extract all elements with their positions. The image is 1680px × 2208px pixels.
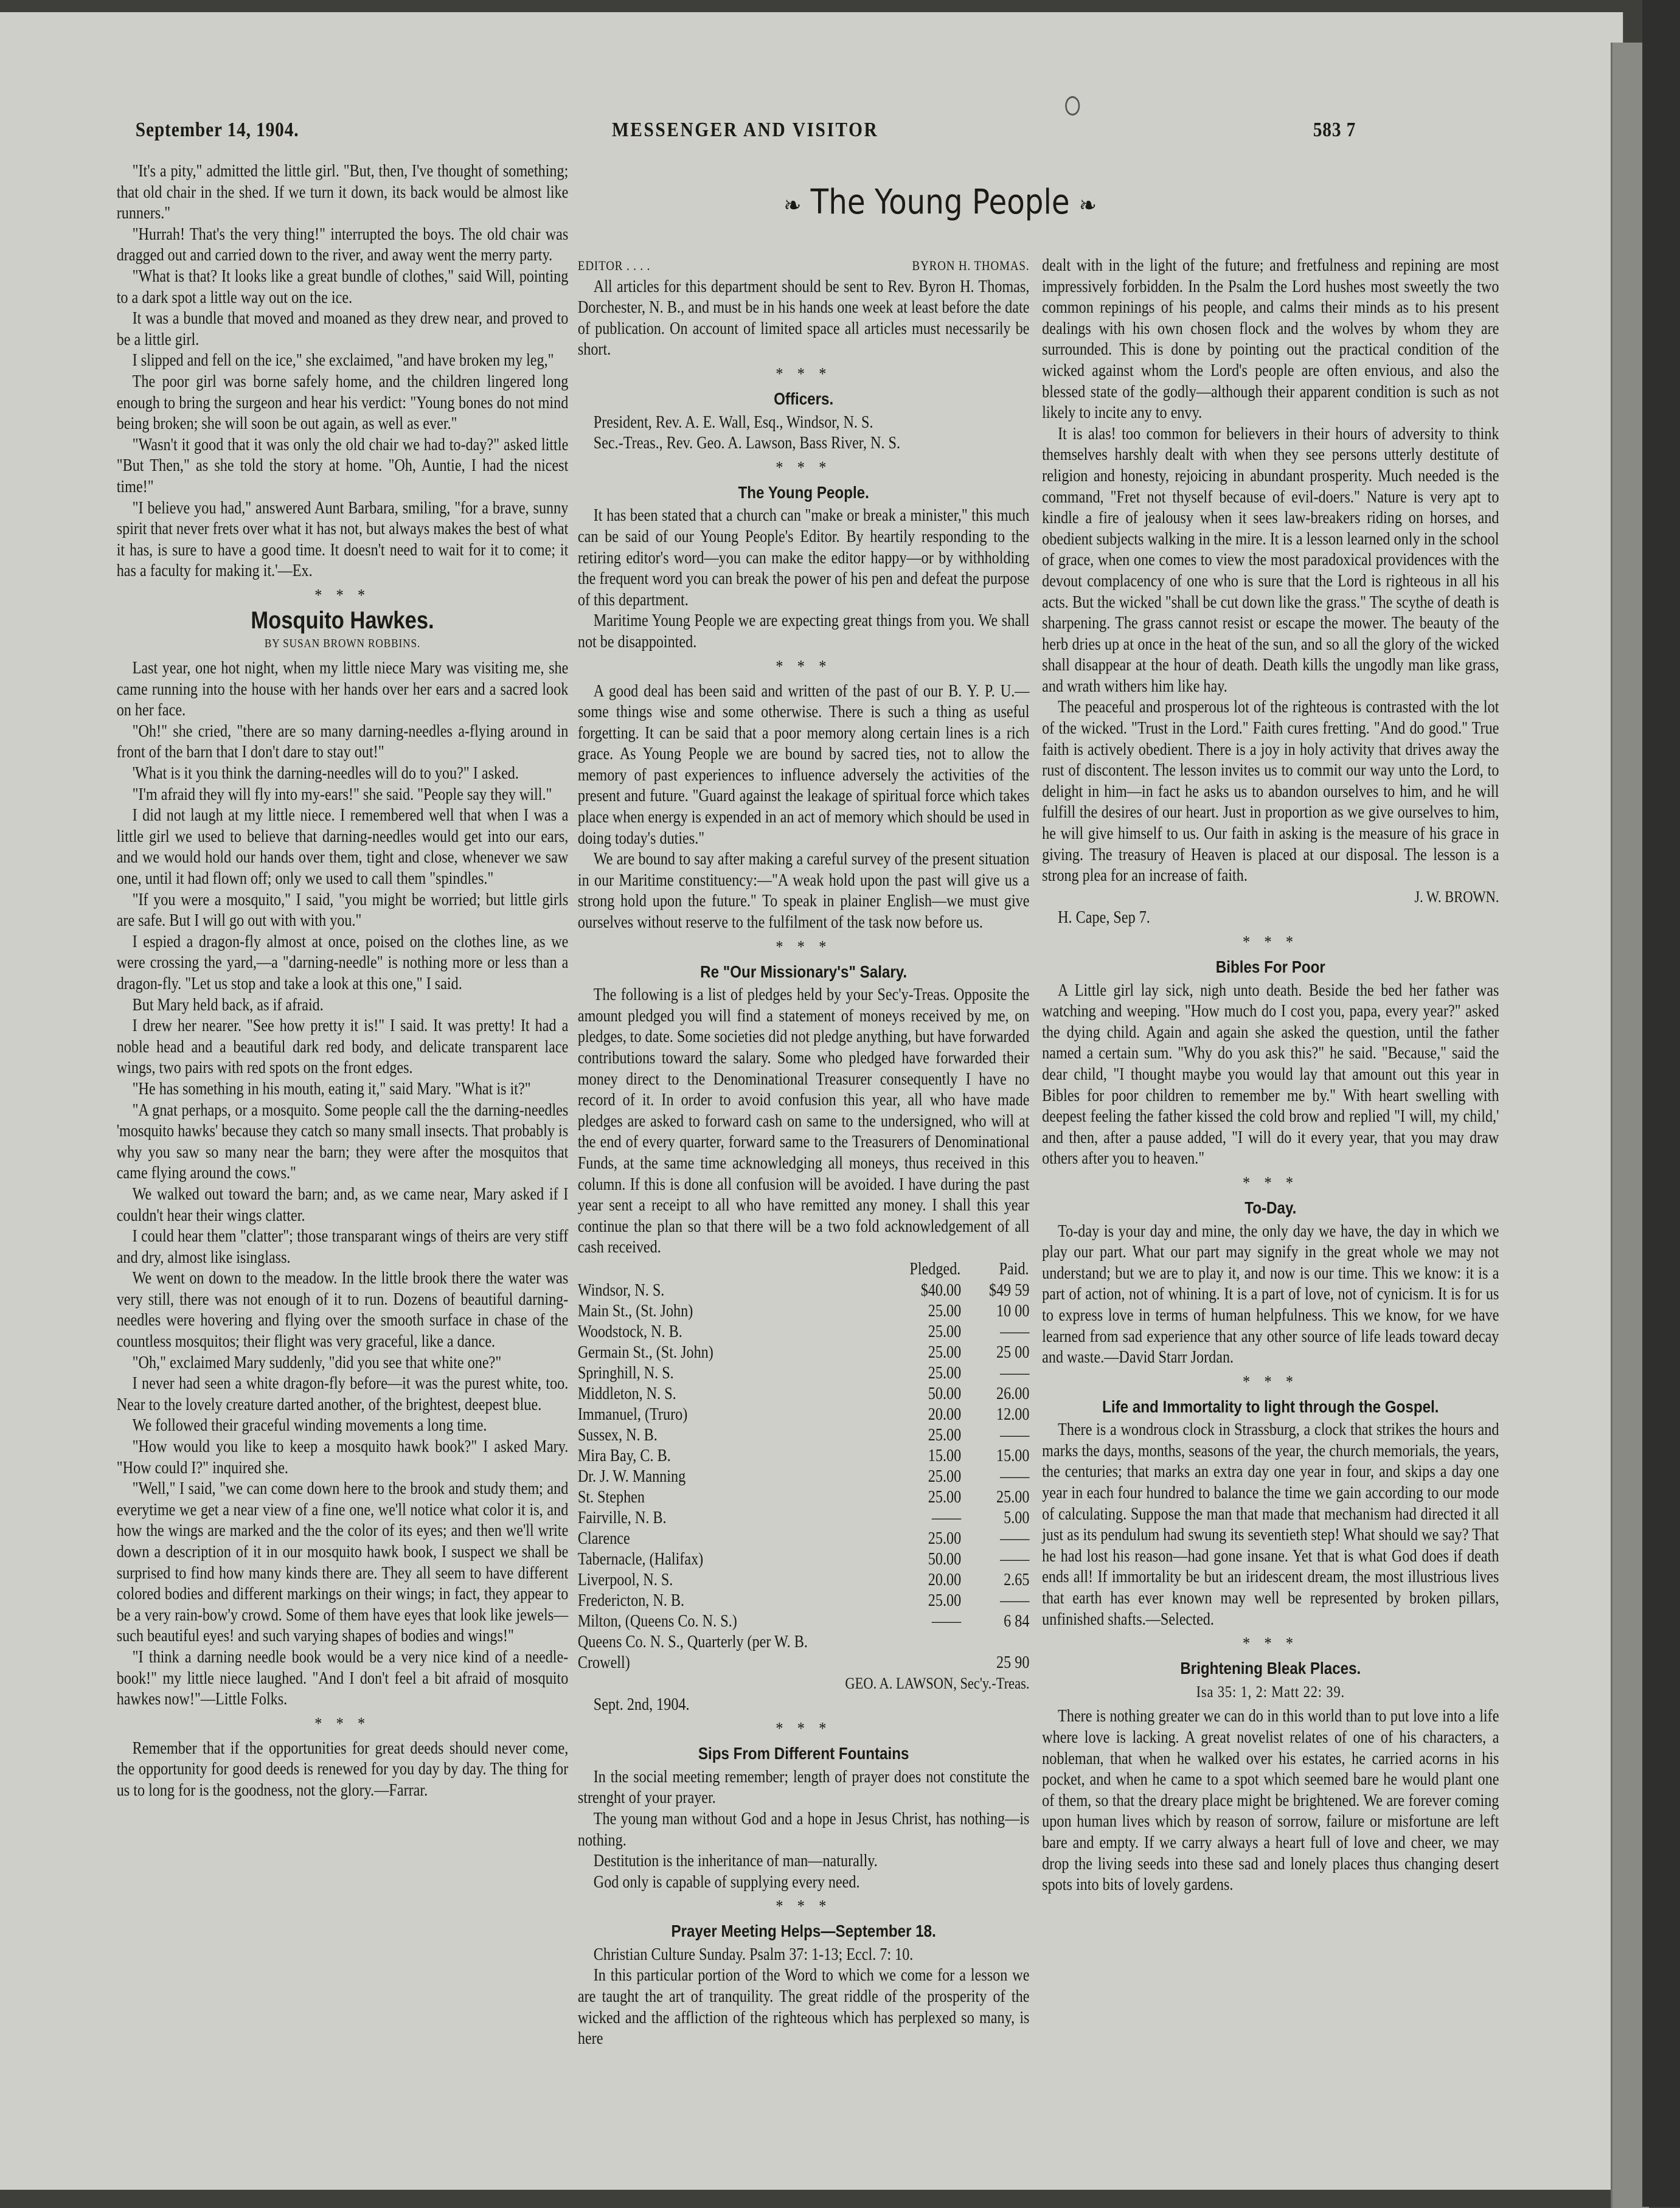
section-separator: * * *: [776, 657, 831, 676]
scan-edge: [1642, 0, 1680, 2207]
paragraph: 'What is it you think the darning-needles will do to you?" I asked.: [132, 764, 519, 783]
column-right: [1042, 255, 1499, 1896]
paid-amount: ——: [1000, 1322, 1030, 1341]
pledged-amount: ——: [931, 1611, 962, 1631]
paragraph: Destitution is the inheritance of man—naturally.: [593, 1852, 878, 1871]
paid-amount: 15.00: [996, 1446, 1030, 1465]
paid-amount: 5.00: [1004, 1508, 1030, 1527]
paragraph: "How would you like to keep a mosquito hawk book?" I asked Mary. "How could I?" inquired she.: [116, 1437, 569, 1477]
paid-amount: 10 00: [996, 1301, 1030, 1321]
table-row: [578, 1280, 1030, 1301]
column-header: Paid.: [999, 1259, 1029, 1279]
paragraph: Last year, one hot night, when my little niece Mary was visiting me, she came running into the house with her hands over her ears and a sacred look on her face.: [116, 659, 569, 720]
table-row: [578, 1653, 1030, 1673]
pledged-amount: 50.00: [928, 1384, 962, 1403]
paid-amount: ——: [1000, 1549, 1030, 1569]
paragraph: There is nothing greater we can do in this world than to put love into a life where love is lacking. A great novelist relates of one of his characters, a nobleman, that when he walked over his estates, he carried acorns in his pocket, and when he came to a spot which seemed bare he would plant one of them, so that the dreary place might be brightened. We are forever coming upon human lives which by reason of sorrow, failure or misfortune are left bare and empty. If we carry always a heart full of love and cheer, we may drop the living seeds into these sad and lonely places thus changing desert spots into bits of lovely gardens.: [1042, 1707, 1499, 1895]
society-name: Mira Bay, C. B.: [577, 1446, 671, 1465]
paragraph: I never had seen a white dragon-fly before—it was the purest white, too. Near to the lovely creature darted another, of the brightest, deepest blue.: [116, 1374, 569, 1414]
paragraph: We followed their graceful winding movements a long time.: [132, 1416, 487, 1436]
society-name: Queens Co. N. S., Quarterly (per W. B.: [577, 1632, 808, 1651]
paragraph: "Wasn't it good that it was only the old chair we had to-day?" asked little "But Then," as she told the story at home. "Oh, Auntie, I had the nicest time!": [116, 435, 569, 496]
section-heading: Bibles For Poor: [1215, 957, 1325, 976]
paragraph: A Little girl lay sick, nigh unto death. Beside the bed her father was watching and weeping. "How much do I cost you, papa, every year?" asked the dying child. Again and again she asked the question, until the father named a certain sum. "Why do you ask this?" he said. "Because," said the dear child, "I thought maybe you would lay that amount out this year in Bibles for poor children to remember me by." With heart swelling with deepest feeling the father kissed the cold brow and replied "I will, my child,' and then, after a pause added, "I will do it every year, that you may draw others after you to heaven.": [1042, 981, 1499, 1168]
paragraph: I espied a dragon-fly almost at once, poised on the clothes line, as we were crossing the yard,—a "darning-needle" is nothing more or less than a dragon-fly. "Let us stop and take a look at this one," I said.: [116, 932, 569, 993]
scripture-reference: Isa 35: 1, 2: Matt 22: 39.: [1196, 1682, 1345, 1701]
paragraph: "Oh!" she cried, "there are so many darning-needles a-flying around in front of the barn that I don't dare to stay out!": [116, 721, 569, 762]
paid-amount: $49 59: [988, 1280, 1030, 1300]
paragraph: Christian Culture Sunday. Psalm 37: 1-13; Eccl. 7: 10.: [593, 1945, 914, 1964]
masthead-title: MESSENGER AND VISITOR: [611, 119, 879, 141]
section-separator: * * *: [1243, 933, 1299, 952]
society-name: Fairville, N. B.: [577, 1508, 667, 1527]
section-heading: The Young People.: [738, 482, 869, 502]
table-row: [578, 1446, 1030, 1467]
section-separator: * * *: [1243, 1634, 1299, 1654]
pledged-amount: 25.00: [928, 1342, 962, 1362]
paragraph: "I'm afraid they will fly into my-ears!" she said. "People say they will.": [132, 785, 552, 804]
section-heading: Re "Our Missionary's" Salary.: [700, 962, 908, 981]
story-title: Mosquito Hawkes.: [251, 606, 434, 634]
society-name: St. Stephen: [577, 1487, 645, 1507]
paragraph: I slipped and fell on the ice," she exclaimed, "and have broken my leg,": [132, 351, 554, 370]
section-separator: * * *: [1243, 1372, 1299, 1392]
pledged-amount: 20.00: [928, 1404, 962, 1424]
pledged-amount: 25.00: [928, 1487, 962, 1507]
fleuron-icon: ❧: [783, 192, 802, 220]
paragraph: All articles for this department should be sent to Rev. Byron H. Thomas, Dorchester, N. B., and must be in his hands one week at least before the date of publication. On account of limited space all articles must necessarily be short.: [577, 277, 1030, 359]
paragraph: We walked out toward the barn; and, as we came near, Mary asked if I couldn't hear their wings clatter.: [116, 1184, 569, 1225]
pledged-amount: 25.00: [928, 1591, 962, 1610]
paid-amount: ——: [1000, 1467, 1030, 1486]
paid-amount: 26.00: [996, 1384, 1030, 1403]
paragraph: It has been stated that a church can "make or break a minister," this much can be said of our Young People's Editor. By heartily responding to the retiring editor's word—you can make the editor happy—or by withholding the frequent word you can break the power of his pen and defeat the purpose of this department.: [577, 506, 1030, 609]
society-name: Springhill, N. S.: [577, 1363, 674, 1383]
pledged-amount: 25.00: [928, 1467, 962, 1486]
section-separator: * * *: [776, 364, 831, 384]
pledged-amount: 20.00: [928, 1570, 962, 1589]
table-row: [578, 1384, 1030, 1404]
pledged-amount: 15.00: [928, 1446, 962, 1465]
officer-line: President, Rev. A. E. Wall, Esq., Windsor, N. S.: [593, 412, 873, 432]
paragraph: To-day is your day and mine, the only day we have, the day in which we play our part. What our part may signify in the great whole we may not understand; but we are to play it, and now is our time. This we know: it is a part of action, not of whining. It is a part of love, not of cynicism. It is for us to express love in terms of human helpfulness. This we know, for we have learned from sad experience that any other source of life leads toward decay and waste.—David Starr Jordan.: [1042, 1221, 1499, 1367]
page-date: September 14, 1904.: [135, 119, 299, 141]
paid-amount: [961, 1632, 1029, 1653]
paragraph: "He has something in his mouth, eating it," said Mary. "What is it?": [132, 1079, 531, 1099]
table-row: [578, 1363, 1030, 1384]
pledged-amount: 25.00: [928, 1301, 962, 1321]
section-heading: Officers.: [774, 389, 834, 408]
society-name: Sussex, N. B.: [577, 1425, 658, 1445]
society-name: Milton, (Queens Co. N. S.): [577, 1611, 737, 1631]
officer-line: Sec.-Treas., Rev. Geo. A. Lawson, Bass River, N. S.: [593, 434, 901, 453]
paragraph: The poor girl was borne safely home, and the children lingered long enough to bring the surgeon and hear his verdict: "Young bones do not mind being broken; she will soon be out again, as well as ever.": [116, 372, 569, 434]
section-heading: Sips From Different Fountains: [698, 1744, 909, 1763]
society-name: Crowell): [577, 1653, 630, 1672]
column-middle: [578, 255, 1030, 2050]
paragraph: "It's a pity," admitted the little girl. "But, then, I've thought of something; that old chair in the shed. If we turn it down, its back would be almost like runners.": [116, 162, 569, 223]
paragraph: We went on down to the meadow. In the little brook there the water was very still, there was not enough of it to run. Dozens of beautiful darning-needles were hovering and flying over the smooth surface in chase of the countless mosquitos; their flight was very graceful, like a dance.: [116, 1269, 569, 1352]
section-separator: * * *: [776, 1897, 831, 1917]
section-heading: Life and Immortality to light through the Gospel.: [1102, 1397, 1439, 1416]
society-name: Fredericton, N. B.: [577, 1591, 685, 1610]
table-header-row: [578, 1258, 1030, 1280]
editor-label: EDITOR . . . .: [577, 258, 651, 273]
table-row: [578, 1570, 1030, 1591]
society-name: Immanuel, (Truro): [577, 1404, 688, 1424]
table-row: [578, 1425, 1030, 1446]
table-row: [578, 1487, 1030, 1508]
story-byline: BY SUSAN BROWN ROBBINS.: [264, 637, 421, 651]
pledged-amount: 25.00: [928, 1363, 962, 1383]
society-name: Tabernacle, (Halifax): [577, 1549, 704, 1569]
editor-name: BYRON H. THOMAS.: [912, 258, 1030, 273]
paragraph: The peaceful and prosperous lot of the righteous is contrasted with the lot of the wicked. "Trust in the Lord." Faith cures fretting. "And do good." True faith is actively obedient. There is a joy in holy activity that drives away the rust of discontent. The lesson invites us to commit our way unto the Lord, to delight in him—in fact he asks us to abandon ourselves to him, and he will fulfill the desires of our heart. Just in proportion as we give ourselves to him, he will give himself to us. Our faith in asking is the measure of his grace in giving. The treasury of Heaven is placed at our disposal. The lesson is a strong plea for an increase of faith.: [1042, 698, 1499, 886]
paragraph: But Mary held back, as if afraid.: [132, 995, 324, 1015]
table-row: [578, 1301, 1030, 1322]
table-row: [578, 1611, 1030, 1632]
pledged-amount: $40.00: [920, 1280, 962, 1300]
section-heading: To-Day.: [1244, 1198, 1297, 1217]
paragraph: "If you were a mosquito," I said, "you might be worried; but little girls are safe. But I will go out with with you.": [116, 890, 569, 931]
fleuron-icon: ❧: [1079, 192, 1097, 220]
pledged-amount: 50.00: [928, 1549, 962, 1569]
paragraph: "I think a darning needle book would be a very nice kind of a needle-book!" my little niece laughed. "And I don't feel a bit afraid of mosquito hawkes now!"—Little Folks.: [116, 1647, 569, 1709]
section-separator: * * *: [1243, 1173, 1299, 1193]
pledged-amount: [893, 1632, 961, 1653]
dateline: H. Cape, Sep 7.: [1058, 908, 1150, 928]
society-name: Middleton, N. S.: [577, 1384, 676, 1403]
paragraph: "Well," I said, "we can come down here to the brook and study them; and everytime we get a near view of a fine one, we'll notice what color it is, and how the wings are marked and the the color of its eyes; and then we'll write down a description of it in our mosquito hawk book, I suspect we shall be surprised to find how many kinds there are. They all seem to have different colored bodies and different markings on their wings; in fact, they appear to be a very rain-bow'y crowd. Some of them have eyes that look like jewels—such beautiful eyes! and such varying shapes of bodies and wings!": [116, 1479, 569, 1646]
section-separator: * * *: [776, 458, 831, 477]
newspaper-page: [0, 12, 1623, 2190]
paragraph: We are bound to say after making a careful survey of the present situation in our Maritime constituency:—"A weak hold upon the past will give us a strong hold upon the future." To speak in plainer English—we must give ourselves without reserve to the fulfilment of the task now before us.: [577, 850, 1030, 932]
paragraph: It is alas! too common for believers in their hours of adversity to think themselves harshly dealt with when they see persons utterly destitute of religion and honesty, rejoicing in abundant prosperity. Much needed is the command, "Fret not thyself because of evil-doers." Nature is very apt to kindle a fire of jealousy when it sees law-breakers riding on horses, and obedient subjects walking in the mire. It is a lesson learned only in the school of grace, when one comes to view the most paradoxical providences with the devout complacency of one who is sure that the Lord is righteous in all his acts. But the wicked "shall be cut down like the grass." The scythe of death is sharpening. The grass cannot resist or escape the mower. The beauty of the herb dries up at once in the heat of the sun, and so all the glory of the wicked shall disappear at the hour of death. Death kills the ungodly man like grass, and wrath withers him like hay.: [1042, 424, 1499, 696]
paragraph: A good deal has been said and written of the past of our B. Y. P. U.—some things wise and some otherwise. There is such a thing as useful forgetting. It can be said that a poor memory along certain lines is a rich grace. As Young People we are bound by sacred ties, not to allow the memory of past experiences to influence adversely the activities of the present and future. "Guard against the leakage of spiritual force which takes place when energy is expended in an act of memory which should be used in doing today's duties.": [577, 681, 1030, 848]
society-name: Germain St., (St. John): [577, 1342, 713, 1362]
paragraph: The following is a list of pledges held by your Sec'y-Treas. Opposite the amount pledged you will find a statement of moneys received by me, on pledges, to date. Some societies did not pledge anything, but have forwarded contributions toward the salary. Some who pledged have forwarded their money direct to the Denominational Treasurer consequently I have no record of it. In order to avoid confusion this year, all who have made pledges are asked to forward cash on same to the undersigned, who will at the end of every quarter, forward same to the Treasurers of Denominational Funds, at the same time acknowledging all moneys, thus received in this column. If this is done all confusion will be avoided. I have during the past year sent a receipt to all who have remitted any money. I shall this year continue the plan so that there will be a two fold acknowledgement of all cash received.: [577, 985, 1030, 1257]
table-row: [578, 1529, 1030, 1549]
section-separator: * * *: [314, 586, 370, 605]
paragraph: The young man without God and a hope in Jesus Christ, has nothing—is nothing.: [577, 1809, 1030, 1850]
section-separator: * * *: [314, 1714, 370, 1734]
section-title: The Young People: [810, 182, 1070, 222]
section-heading: Prayer Meeting Helps—September 18.: [671, 1922, 936, 1941]
paragraph: Remember that if the opportunities for great deeds should never come, the opportunity for good deeds is renewed for you day by day. The thing for us to long for is the goodness, not the glory.—Farrar.: [116, 1738, 569, 1800]
pledged-amount: 25.00: [928, 1529, 962, 1548]
paragraph: In this particular portion of the Word to which we come for a lesson we are taught the art of tranquility. The great riddle of the prosperity of the wicked and the affliction of the righteous which has perplexed so many, is here: [577, 1966, 1030, 2049]
paragraph: I did not laugh at my little niece. I remembered well that when I was a little girl we used to believe that darning-needles would get into our ears, and we would hold our hands over them, tight and close, whenever we saw one, until it had flown off; only we used to call them "spindles.": [116, 806, 569, 888]
dateline: Sept. 2nd, 1904.: [593, 1695, 690, 1714]
table-row: [578, 1632, 1030, 1653]
paragraph: "What is that? It looks like a great bundle of clothes," said Will, pointing to a dark spot a little way out on the ice.: [116, 266, 569, 307]
paragraph: I drew her nearer. "See how pretty it is!" I said. It was pretty! It had a noble head and a beautiful dark red body, and delicate transparent lace wings, two pairs with red spots on the front edges.: [116, 1016, 569, 1078]
paragraph: It was a bundle that moved and moaned as they drew near, and proved to be a little girl.: [116, 309, 569, 349]
paragraph: There is a wondrous clock in Strassburg, a clock that strikes the hours and marks the days, months, seasons of the year, the church memorials, the years, the centuries; that marks an extra day one year in four, and skips a day one year in each four hundred to balance the time we gain according to our mode of calculating. Suppose the man that made that mechanism had directed it all just as its pendulum had swung its seventieth step! What should we say? That he had lost his reason—had gone insane. Yet that is what God does if death ends all! If immortality be but an iridescent dream, the most illustrious lives that earth has ever known may well be represented by broken pillars, unfinished shafts.—Selected.: [1042, 1420, 1499, 1629]
column-left: [117, 161, 569, 1802]
pledged-amount: ——: [931, 1508, 962, 1527]
paid-amount: 25 00: [996, 1342, 1030, 1362]
paragraph: "Hurrah! That's the very thing!" interrupted the boys. The old chair was dragged out and carried down to the river, and away went the merry party.: [116, 224, 569, 265]
society-name: Windsor, N. S.: [577, 1280, 665, 1300]
ink-blot: [1065, 96, 1080, 116]
paragraph: God only is capable of supplying every need.: [593, 1872, 860, 1892]
paragraph: I could hear them "clatter"; those transparant wings of theirs are very stiff and dry, almost like isinglass.: [116, 1227, 569, 1267]
author-signature: J. W. BROWN.: [1414, 887, 1499, 906]
table-row: [578, 1342, 1030, 1363]
paragraph: "I believe you had," answered Aunt Barbara, smiling, "for a brave, sunny spirit that never frets over what it has not, but always makes the best of what it has, is sure to have a good time. It doesn't need to wait for it to come; it has a faculty for making it.'—Ex.: [116, 498, 569, 581]
society-name: Woodstock, N. B.: [577, 1322, 682, 1341]
treasurer-signature: GEO. A. LAWSON, Sec'y.-Treas.: [845, 1674, 1030, 1692]
paid-amount: 2.65: [1004, 1570, 1030, 1589]
paid-amount: ——: [1000, 1591, 1030, 1610]
paragraph: dealt with in the light of the future; and fretfulness and repining are most impressively forbidden. In the Psalm the Lord hushes most sweetly the two common repinings of his people, and calms their minds as to his present dealings with his own chosen flock and the wolves by whom they are surrounded. This is done by pointing out the practical condition of the wicked against whom the Lord's people are often envious, and also the blessed state of the godly—although their apparent condition is such as not likely to incite any to envy.: [1042, 256, 1499, 423]
paid-amount: ——: [1000, 1529, 1030, 1548]
table-row: [578, 1467, 1030, 1487]
editor-line: [578, 255, 1030, 277]
page-number: 583 7: [1313, 119, 1356, 141]
pledges-table: [578, 1258, 1030, 1673]
paragraph: "Oh," exclaimed Mary suddenly, "did you see that white one?": [132, 1353, 502, 1372]
paragraph: In the social meeting remember; length of prayer does not constitute the strenght of your prayer.: [577, 1767, 1030, 1808]
table-row: [578, 1591, 1030, 1611]
society-name: Clarence: [577, 1529, 630, 1548]
paid-amount: 12.00: [996, 1404, 1030, 1424]
paid-amount: ——: [1000, 1425, 1030, 1445]
paid-amount: 25.00: [996, 1487, 1030, 1507]
pledged-amount: 25.00: [928, 1322, 962, 1341]
table-row: [578, 1508, 1030, 1529]
section-heading: Brightening Bleak Places.: [1180, 1659, 1361, 1678]
pledged-amount: [893, 1653, 961, 1673]
section-banner: [709, 182, 1171, 222]
pledged-amount: 25.00: [928, 1425, 962, 1445]
table-row: [578, 1549, 1030, 1570]
table-row: [578, 1322, 1030, 1342]
society-name: Dr. J. W. Manning: [577, 1467, 686, 1486]
paid-amount: 25 90: [996, 1653, 1030, 1672]
column-header: Pledged.: [909, 1259, 961, 1279]
society-name: Main St., (St. John): [577, 1301, 693, 1321]
section-separator: * * *: [776, 937, 831, 957]
section-separator: * * *: [776, 1720, 831, 1739]
paragraph: "A gnat perhaps, or a mosquito. Some people call the the darning-needles 'mosquito hawks' because they catch so many small insects. That probably is why you saw so many near the barn; they were after the mosquitos that came flying around the cows.": [116, 1100, 569, 1183]
paid-amount: 6 84: [1004, 1611, 1030, 1631]
paragraph: Maritime Young People we are expecting great things from you. We shall not be disappointed.: [577, 611, 1030, 651]
society-name: Liverpool, N. S.: [577, 1570, 673, 1589]
table-row: [578, 1404, 1030, 1425]
paid-amount: ——: [1000, 1363, 1030, 1383]
